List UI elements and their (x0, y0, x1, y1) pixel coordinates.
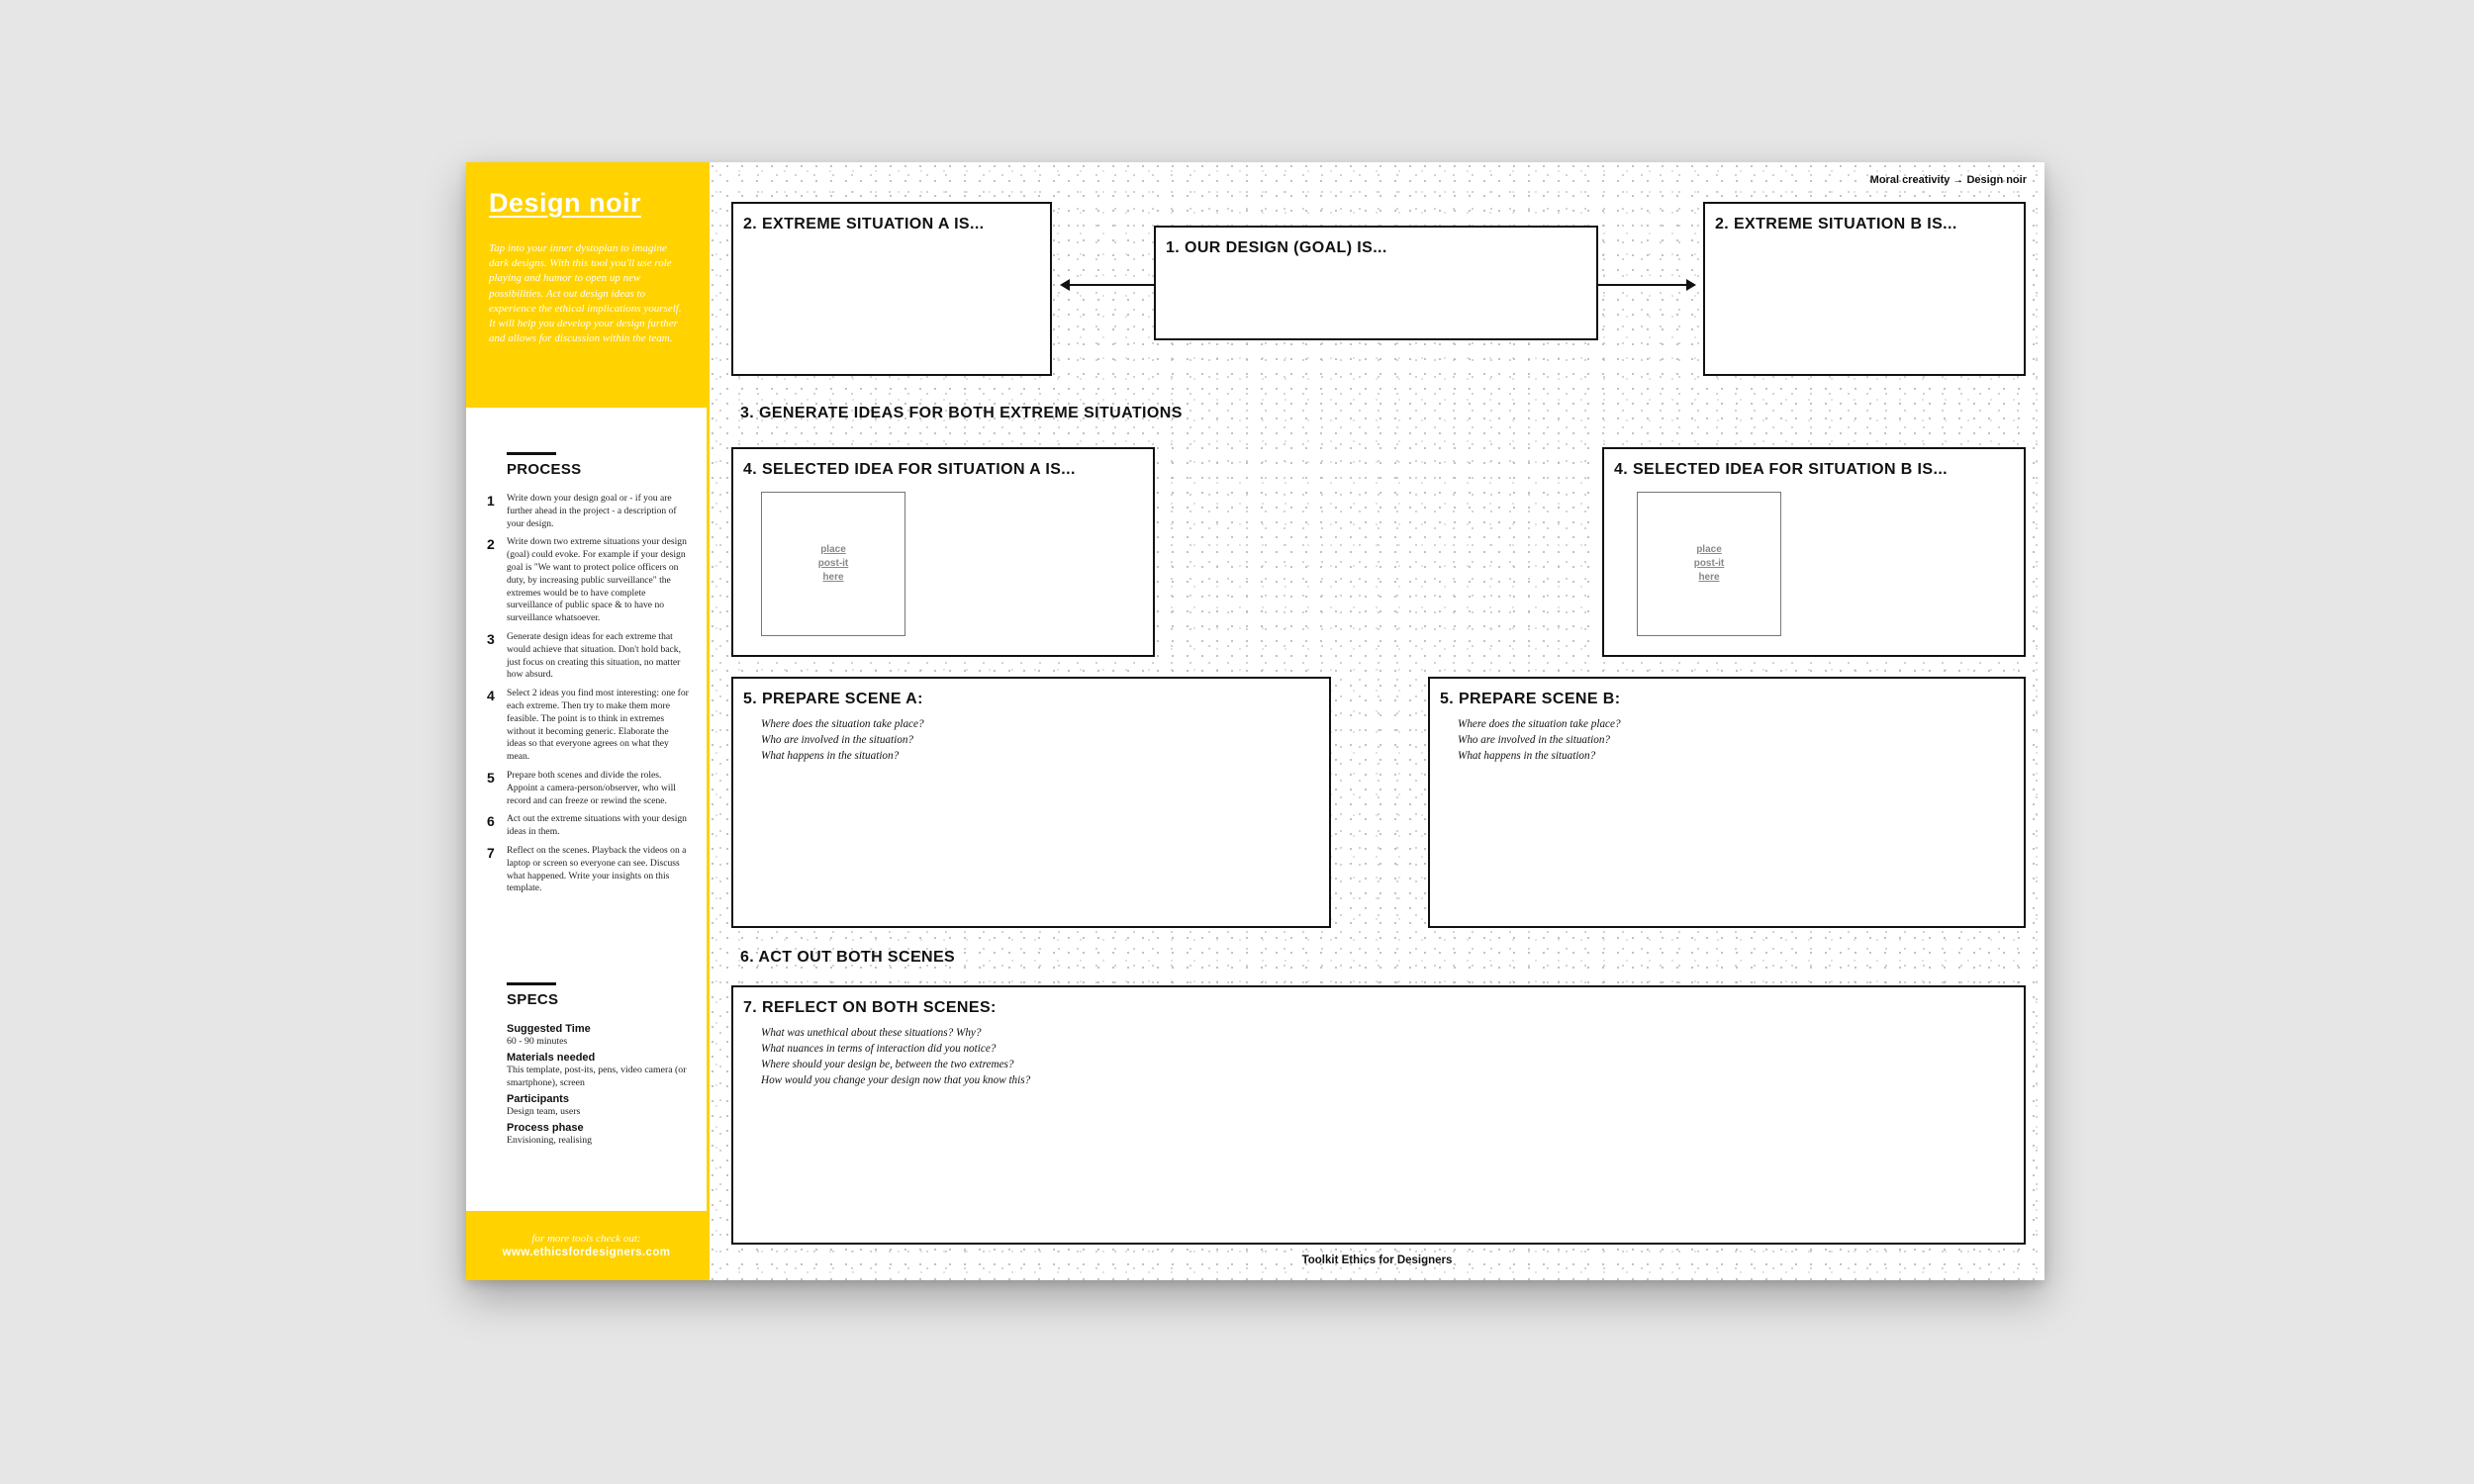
process-divider (507, 452, 556, 455)
step-number: 3 (487, 630, 495, 647)
sidebar-footer (466, 1211, 707, 1280)
question: What happens in the situation? (761, 750, 900, 762)
spec-value: 60 - 90 minutes (507, 1036, 568, 1047)
box-title: 5. PREPARE SCENE B: (1440, 691, 1621, 707)
question: Who are involved in the situation? (761, 734, 914, 746)
spec-value: Envisioning, realising (507, 1135, 592, 1146)
step-number: 2 (487, 536, 495, 553)
specs-title: SPECS (507, 991, 559, 1008)
left-arrow-icon (1062, 284, 1154, 286)
toolkit-footer: Toolkit Ethics for Designers (1301, 1254, 1453, 1266)
extreme-situation-a-box[interactable] (731, 202, 1052, 376)
more-tools-text: for more tools check out: (531, 1233, 641, 1245)
specs-divider (507, 982, 556, 985)
step-text: Write down two extreme situations your design (goal) could evoke. For example if your design goal is "We want to protect police officers on duty, by increasing public surveillance" the extremes would be to have complete surveillance of public space & to have no surveillance whatsoever. (507, 536, 687, 624)
question: Where does the situation take place? (1458, 718, 1621, 730)
spec-label: Participants (507, 1093, 569, 1105)
act-out-label: 6. ACT OUT BOTH SCENES (740, 949, 956, 966)
spec-value: This template, post-its, pens, video camera (or smartphone), screen (507, 1065, 687, 1088)
process-step (487, 631, 690, 682)
box-title: 1. OUR DESIGN (GOAL) IS... (1166, 239, 1387, 256)
question: Where does the situation take place? (761, 718, 924, 730)
postit-placeholder[interactable] (1637, 492, 1781, 636)
box-title: 4. SELECTED IDEA FOR SITUATION B IS... (1614, 461, 1949, 478)
reflect-box[interactable] (731, 985, 2026, 1245)
selected-idea-b-box[interactable] (1602, 447, 2026, 657)
specs-list (507, 1019, 690, 1149)
spec-label: Suggested Time (507, 1023, 591, 1035)
step-text: Select 2 ideas you find most interesting: one for each extreme. Then try to make them more feasible. The point is to think in extremes without it becoming generic. Elaborate the ideas so that everyone agrees on what they mean. (507, 688, 689, 763)
step-text: Generate design ideas for each extreme that would achieve that situation. Don't hold back, just focus on creating this situation, no matter how absurd. (507, 630, 681, 681)
sidebar-header (466, 162, 707, 408)
step-text: Prepare both scenes and divide the roles. Appoint a camera-person/observer, who will record and can freeze or rewind the scene. (507, 769, 676, 806)
prepare-scene-b-box[interactable] (1428, 677, 2026, 928)
process-step (487, 536, 690, 625)
breadcrumb: Moral creativity → Design noir (1869, 174, 2027, 186)
question: What happens in the situation? (1458, 750, 1596, 762)
postit-hint: place post-it here (1693, 544, 1725, 583)
generate-ideas-label: 3. GENERATE IDEAS FOR BOTH EXTREME SITUATIONS (740, 405, 1183, 421)
sidebar (466, 162, 710, 1280)
process-step (487, 493, 690, 530)
template-canvas (710, 162, 2045, 1280)
step-text: Write down your design goal or - if you are further ahead in the project - a description of your design. (507, 493, 677, 529)
website-link[interactable]: www.ethicsfordesigners.com (502, 1247, 671, 1258)
spec-value: Design team, users (507, 1106, 581, 1117)
postit-placeholder[interactable] (761, 492, 905, 636)
process-step (487, 813, 690, 839)
process-title: PROCESS (507, 461, 582, 478)
question: Where should your design be, between the two extremes? (761, 1059, 1014, 1070)
question: Who are involved in the situation? (1458, 734, 1611, 746)
process-step (487, 688, 690, 764)
question: What nuances in terms of interaction did you notice? (761, 1043, 997, 1055)
question: How would you change your design now that you know this? (761, 1074, 1031, 1086)
step-text: Act out the extreme situations with your design ideas in them. (507, 813, 687, 838)
tool-title: Design noir (489, 188, 642, 218)
prepare-scene-a-box[interactable] (731, 677, 1331, 928)
box-title: 2. EXTREME SITUATION A IS... (743, 216, 985, 232)
design-goal-box[interactable] (1154, 226, 1598, 340)
process-steps (487, 493, 690, 901)
reflect-questions (761, 1025, 1030, 1088)
box-title: 5. PREPARE SCENE A: (743, 691, 923, 707)
step-text: Reflect on the scenes. Playback the videos on a laptop or screen so everyone can see. Discuss what happened. Write your insights on this template. (507, 844, 687, 894)
scene-b-questions (1458, 716, 1621, 764)
process-step (487, 845, 690, 895)
step-number: 4 (487, 688, 495, 704)
spec-label: Materials needed (507, 1052, 596, 1064)
scene-a-questions (761, 716, 924, 764)
right-arrow-icon (1598, 284, 1694, 286)
question: What was unethical about these situations? Why? (761, 1027, 982, 1039)
box-title: 2. EXTREME SITUATION B IS... (1715, 216, 1957, 232)
template-sheet (466, 162, 2045, 1280)
spec-label: Process phase (507, 1122, 584, 1134)
postit-hint: place post-it here (817, 544, 849, 583)
step-number: 6 (487, 813, 495, 830)
step-number: 5 (487, 769, 495, 786)
step-number: 1 (487, 493, 495, 509)
box-title: 7. REFLECT ON BOTH SCENES: (743, 999, 997, 1016)
box-title: 4. SELECTED IDEA FOR SITUATION A IS... (743, 461, 1076, 478)
process-step (487, 770, 690, 807)
tool-intro: Tap into your inner dystopian to imagine dark designs. With this tool you'll use role playing and humor to open up new possibilities. Act out design ideas to experience the ethical implications yourself. It will help you develop your design further and allows for discussion within the team. (489, 242, 682, 345)
selected-idea-a-box[interactable] (731, 447, 1155, 657)
extreme-situation-b-box[interactable] (1703, 202, 2026, 376)
step-number: 7 (487, 844, 495, 861)
